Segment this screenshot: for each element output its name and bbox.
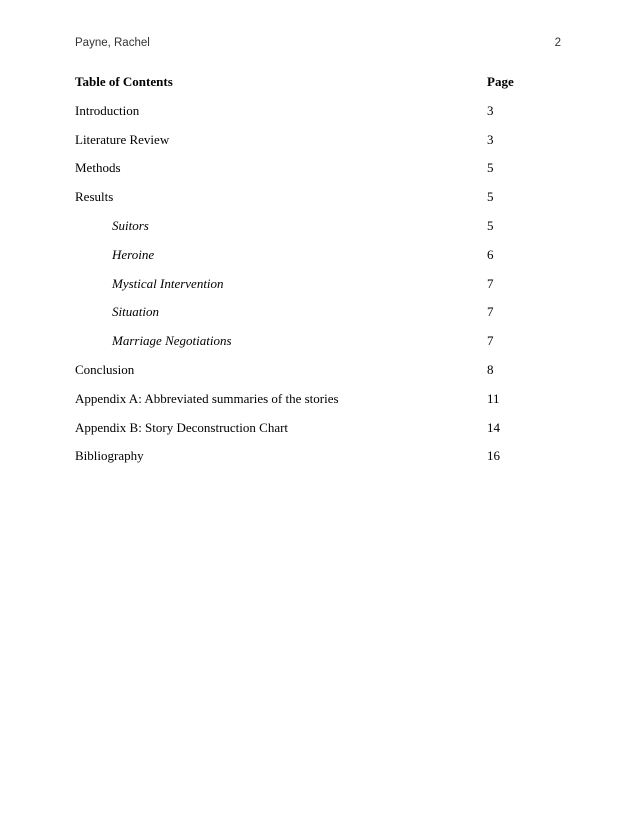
toc-entry — [75, 448, 545, 477]
toc-entry-page: 8 — [487, 361, 494, 377]
toc-heading-row — [75, 74, 545, 103]
toc-entry-title: Results — [75, 189, 114, 205]
toc-entry-page: 3 — [487, 102, 494, 118]
toc-subentry-page: 7 — [487, 304, 494, 320]
toc-subentry-title: Marriage Negotiations — [112, 333, 232, 349]
toc-subentry-title: Heroine — [112, 246, 155, 262]
toc-subentry — [75, 304, 545, 333]
toc-entry-title: Appendix B: Story Deconstruction Chart — [75, 419, 289, 435]
toc-entry-title: Methods — [75, 160, 121, 176]
toc-entry-title: Literature Review — [75, 131, 170, 147]
toc-subentry — [75, 247, 545, 276]
toc-subentry-title: Mystical Intervention — [112, 275, 224, 291]
toc-subentry-page: 7 — [487, 275, 494, 291]
toc-entry-title: Conclusion — [75, 361, 135, 377]
toc-entry-page: 5 — [487, 160, 494, 176]
toc-entry-page: 16 — [487, 448, 500, 464]
toc-entry-title: Appendix A: Abbreviated summaries of the stories — [75, 390, 339, 406]
toc-entry-page: 3 — [487, 131, 494, 147]
toc-entry — [75, 103, 545, 132]
toc-subentry-page: 6 — [487, 246, 494, 262]
toc-subentry — [75, 276, 545, 305]
toc-entry — [75, 189, 545, 218]
toc-entry — [75, 391, 545, 420]
running-header-page-number: 2 — [554, 37, 561, 49]
toc-subentry — [75, 333, 545, 362]
toc-subentry-title: Situation — [112, 304, 159, 320]
running-header-author: Payne, Rachel — [75, 37, 150, 49]
table-of-contents — [75, 74, 545, 477]
toc-subentry-page: 7 — [487, 333, 494, 349]
toc-entry-page: 5 — [487, 189, 494, 205]
toc-entry — [75, 160, 545, 189]
toc-entry-title: Introduction — [75, 102, 140, 118]
toc-subentry-page: 5 — [487, 217, 494, 233]
toc-subentry — [75, 218, 545, 247]
toc-entry-title: Bibliography — [75, 448, 144, 464]
toc-entry-page: 11 — [487, 390, 500, 406]
toc-entry-page: 14 — [487, 419, 500, 435]
toc-entry — [75, 420, 545, 449]
toc-entry — [75, 362, 545, 391]
toc-subentry-title: Suitors — [112, 217, 149, 233]
toc-heading-title: Table of Contents — [75, 74, 173, 89]
toc-entry — [75, 132, 545, 161]
toc-page-column-label: Page — [487, 74, 514, 89]
